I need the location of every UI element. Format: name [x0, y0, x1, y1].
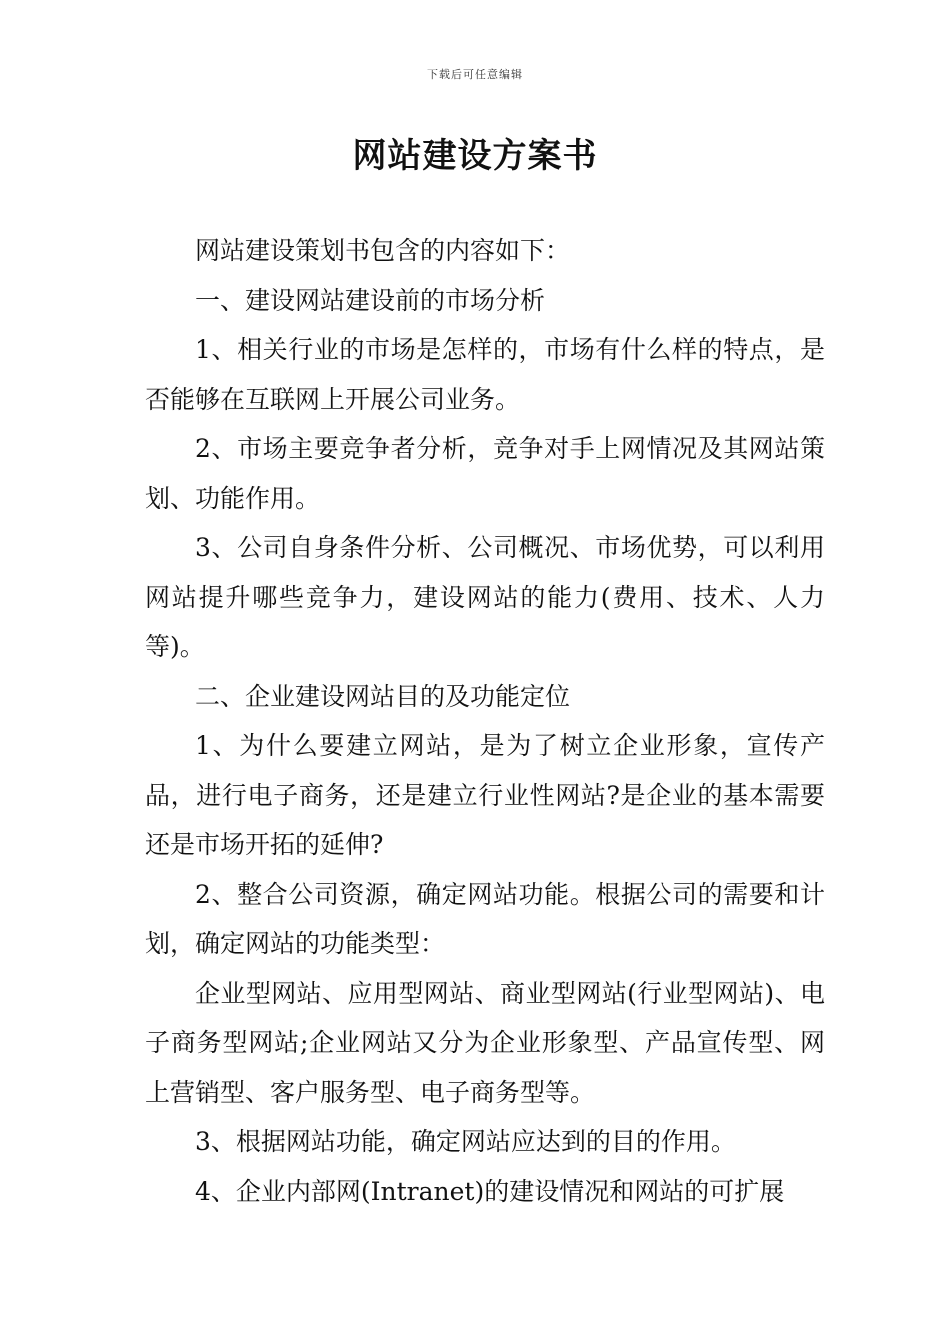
paragraph: 企业型网站、应用型网站、商业型网站(行业型网站)、电子商务型网站;企业网站又分为企业形象型、产品宣传型、网上营销型、客户服务型、电子商务型等。	[145, 978, 825, 1107]
paragraph: 3、根据网站功能，确定网站应达到的目的作用。	[195, 1127, 736, 1156]
document-body	[145, 226, 825, 1216]
paragraph-intro: 网站建设策划书包含的内容如下：	[195, 236, 571, 265]
paragraph: 3、公司自身条件分析、公司概况、市场优势，可以利用网站提升哪些竞争力，建设网站的能力(费用、技术、人力等)。	[145, 533, 825, 661]
section-heading-1: 一、建设网站建设前的市场分析	[195, 285, 546, 315]
paragraph: 1、为什么要建立网站，是为了树立企业形象，宣传产品，进行电子商务，还是建立行业性网站?是企业的基本需要还是市场开拓的延伸?	[145, 731, 825, 859]
paragraph: 2、整合公司资源，确定网站功能。根据公司的需要和计划，确定网站的功能类型：	[145, 879, 825, 958]
header-note: 下载后可任意编辑	[427, 68, 523, 81]
section-heading-2: 二、企业建设网站目的及功能定位	[195, 681, 571, 711]
document-title: 网站建设方案书	[352, 136, 598, 176]
paragraph: 2、市场主要竞争者分析，竞争对手上网情况及其网站策划、功能作用。	[145, 434, 825, 513]
paragraph: 1、相关行业的市场是怎样的，市场有什么样的特点，是否能够在互联网上开展公司业务。	[145, 335, 825, 414]
paragraph: 4、企业内部网(Intranet)的建设情况和网站的可扩展	[195, 1176, 785, 1206]
